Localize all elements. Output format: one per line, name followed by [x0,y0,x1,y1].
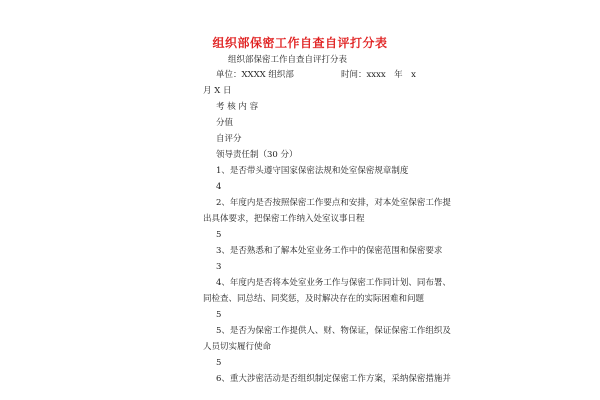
month-day-label: 月 X 日 [203,86,232,96]
item-text-continued: 同检查、同总结、同奖惩，及时解决存在的实际困难和问题 [203,294,425,304]
document-title: 组织部保密工作自查自评打分表 [212,36,388,50]
item-score: 5 [216,230,222,240]
header-score: 分值 [216,118,234,128]
section-title: 领导责任制（30 分） [216,150,298,160]
item-text-continued: 人员切实履行使命 [203,342,272,352]
unit-label: 单位：XXXX 组织部 [216,70,294,80]
header-content: 考 核 内 容 [216,102,259,112]
item-score: 3 [216,262,222,272]
item-text-continued: 出具体要求，把保密工作纳入处室议事日程 [203,214,365,224]
item-text: 5、是否为保密工作提供人、财、物保证，保证保密工作组织及 [216,326,451,336]
time-label: 时间：xxxx 年 x [341,70,416,80]
item-text: 2、年度内是否按照保密工作要点和安排，对本处室保密工作提 [216,198,451,208]
item-text: 6、重大涉密活动是否组织制定保密工作方案，采纳保密措施并 [216,374,451,384]
document-subtitle: 组织部保密工作自查自评打分表 [228,55,348,65]
item-text: 3、是否熟悉和了解本处室业务工作中的保密范围和保密要求 [216,246,443,256]
item-text: 4、年度内是否将本处室业务工作与保密工作同计划、同布署、 [216,278,451,288]
item-score: 5 [216,358,222,368]
item-score: 4 [216,182,222,192]
header-self-score: 自评分 [216,134,242,144]
item-text: 1、是否带头遵守国家保密法规和处室保密规章制度 [216,166,409,176]
item-score: 5 [216,310,222,320]
